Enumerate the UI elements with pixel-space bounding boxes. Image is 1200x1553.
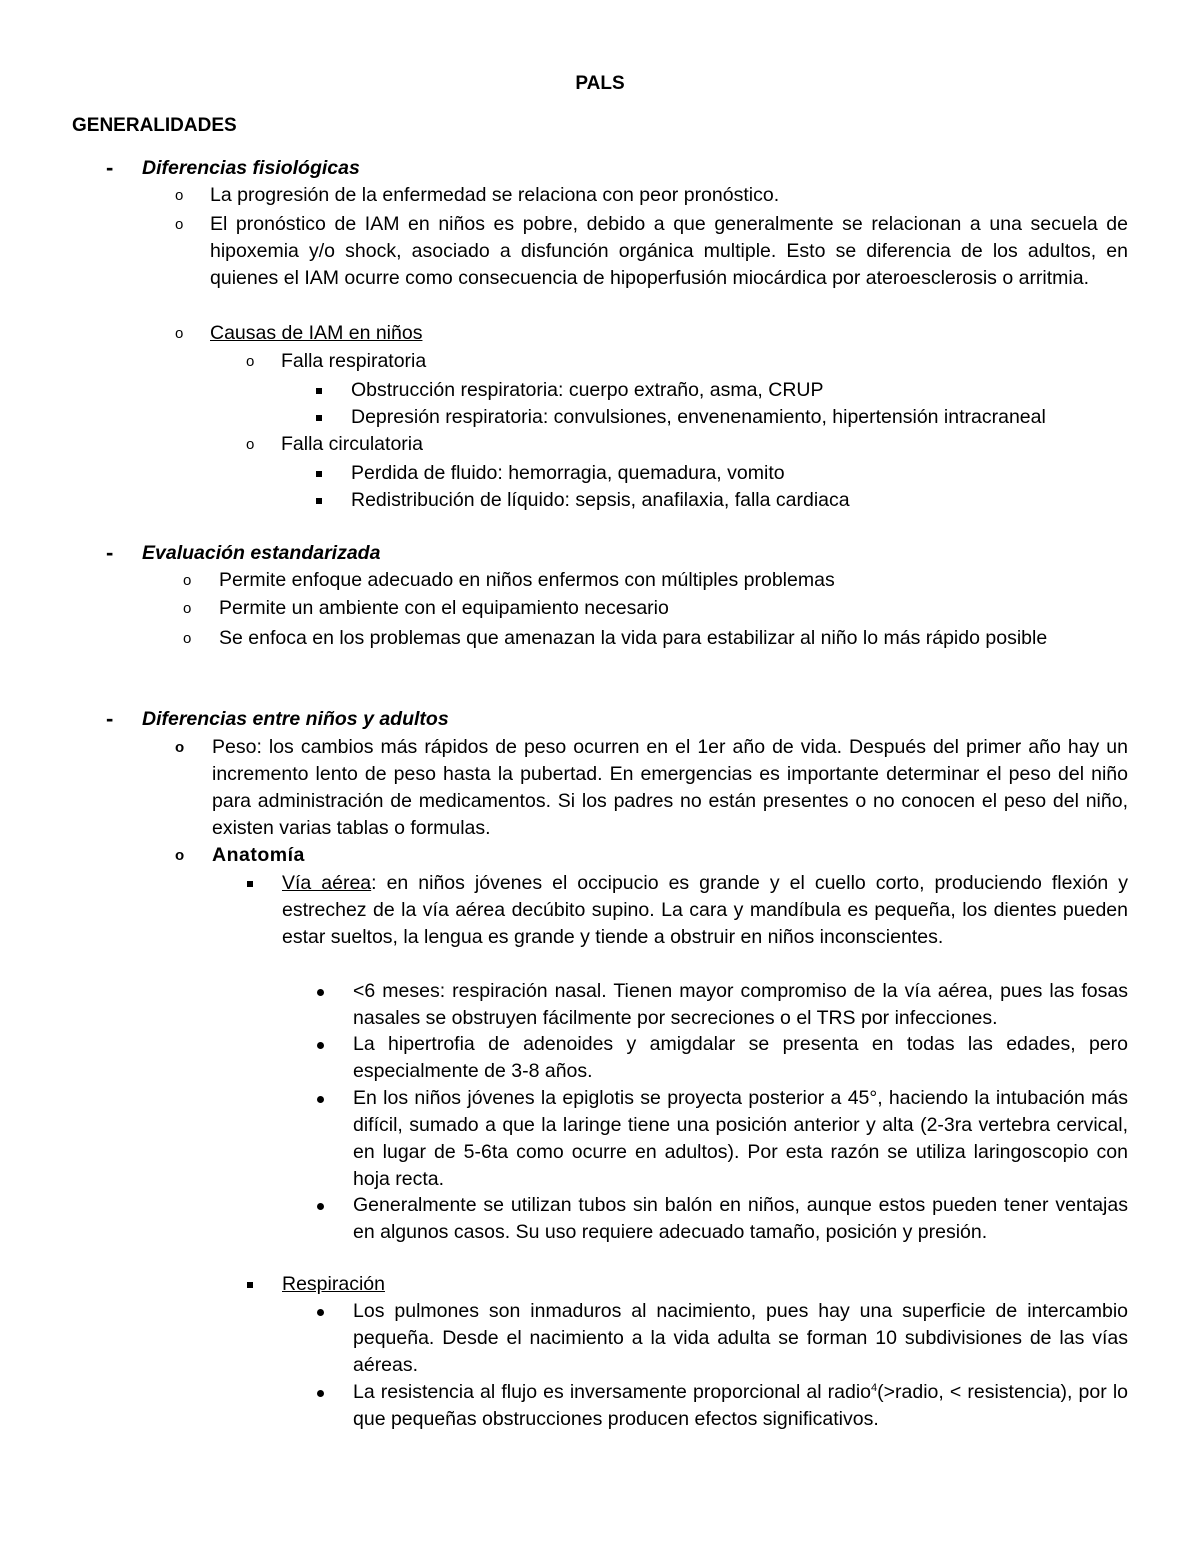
square-bullet [316, 415, 322, 421]
list-item [175, 182, 1128, 209]
list-item [246, 348, 1128, 375]
list-item [317, 1298, 1128, 1379]
square-bullet [316, 471, 322, 477]
item-text: Se enfoca en los problemas que amenazan la vida para estabilizar al niño lo más rápido posible [219, 627, 1048, 649]
list-item [247, 1271, 1128, 1298]
list-item [183, 567, 1128, 594]
item-text: La hipertrofia de adenoides y amigdalar se presenta en todas las edades, pero especialmente de 3-8 años. [353, 1033, 1128, 1082]
list-item [183, 624, 1128, 653]
square-bullet [316, 498, 322, 504]
o-bullet: o [246, 353, 255, 370]
list-item [316, 460, 1128, 487]
dash-bullet: - [106, 540, 114, 565]
list-item [183, 595, 1128, 622]
heading-row [106, 540, 1128, 567]
item-text: La progresión de la enfermedad se relaciona con peor pronóstico. [210, 184, 780, 206]
heading-row [106, 155, 1128, 182]
resistencia-text-2: (>radio, < resistencia), por lo que pequeñas obstrucciones producen efectos significativos. [353, 1381, 1128, 1430]
o-bullet: o [183, 600, 192, 617]
o-bullet: o [246, 436, 255, 453]
dash-bullet: - [106, 155, 114, 180]
square-bullet [247, 881, 253, 887]
round-bullet [317, 1042, 324, 1049]
item-text: Falla circulatoria [281, 433, 423, 455]
item-text: Obstrucción respiratoria: cuerpo extraño, asma, CRUP [351, 379, 824, 401]
item-text: Depresión respiratoria: convulsiones, envenenamiento, hipertensión intracraneal [351, 406, 1046, 428]
o-bullet: o [175, 216, 184, 233]
round-bullet [317, 1309, 324, 1316]
item-text-peso: Peso: los cambios más rápidos de peso ocurren en el 1er año de vida. Después del primer año hay un incremento lento de peso hasta la pubertad. En emergencias es importante determinar el peso del niño para administración de medicamentos. Si los padres no están presentes o no conocen el peso del niño, existen varias tablas o formulas. [212, 736, 1128, 839]
item-text-anatomia: Anatomía [212, 844, 305, 866]
item-text: <6 meses: respiración nasal. Tienen mayor compromiso de la vía aérea, pues las fosas nasales se obstruyen fácilmente por secreciones o el TRS por infecciones. [353, 980, 1128, 1029]
item-text: Redistribución de líquido: sepsis, anafilaxia, falla cardiaca [351, 489, 850, 511]
resistencia-text-1: La resistencia al flujo es inversamente proporcional al radio [353, 1381, 872, 1403]
o-bullet: o [175, 847, 185, 864]
o-bullet: o [175, 325, 184, 342]
item-text: Los pulmones son inmaduros al nacimiento, pues hay una superficie de intercambio pequeña. Desde el nacimiento a la vida adulta se forman 10 subdivisiones de las vías aéreas. [353, 1300, 1128, 1376]
item-text-causas: Causas de IAM en niños [210, 322, 423, 344]
o-bullet: o [175, 187, 184, 204]
heading-evaluacion: Evaluación estandarizada [142, 542, 381, 564]
round-bullet [317, 1390, 324, 1397]
heading-diferencias-ninos-adultos: Diferencias entre niños y adultos [142, 708, 449, 730]
item-text: Falla respiratoria [281, 350, 427, 372]
list-item [317, 978, 1128, 1032]
list-item [175, 211, 1128, 292]
page-title: PALS [575, 73, 625, 94]
list-item [175, 734, 1128, 842]
list-item [317, 1379, 1128, 1433]
round-bullet [317, 1203, 324, 1210]
list-item [316, 377, 1128, 404]
list-item [175, 842, 1128, 869]
list-item [247, 870, 1128, 951]
item-text: Permite enfoque adecuado en niños enfermos con múltiples problemas [219, 569, 835, 591]
list-item [317, 1085, 1128, 1193]
o-bullet: o [183, 572, 192, 589]
round-bullet [317, 989, 324, 996]
item-text: En los niños jóvenes la epiglotis se proyecta posterior a 45°, haciendo la intubación más difícil, sumado a que la laringe tiene una posición anterior y alta (2-3ra vertebra cervical, en lugar de 5-6ta como ocurre en adultos). Por esta razón se utiliza laringoscopio con hoja recta. [353, 1087, 1128, 1190]
square-bullet [247, 1282, 253, 1288]
square-bullet [316, 388, 322, 394]
o-bullet: o [183, 630, 192, 647]
heading-row [106, 706, 1128, 733]
section-header: GENERALIDADES [72, 115, 237, 136]
list-item [316, 487, 1128, 514]
heading-diferencias-fisiologicas: Diferencias fisiológicas [142, 157, 360, 179]
list-item [316, 404, 1128, 431]
item-text: Generalmente se utilizan tubos sin balón en niños, aunque estos pueden tener ventajas en algunos casos. Su uso requiere adecuado tamaño, posición y presión. [353, 1194, 1128, 1243]
list-item [317, 1192, 1128, 1246]
list-item [175, 320, 1128, 347]
dash-bullet: - [106, 706, 114, 731]
list-item [317, 1031, 1128, 1085]
item-text: El pronóstico de IAM en niños es pobre, debido a que generalmente se relacionan a una secuela de hipoxemia y/o shock, asociado a disfunción orgánica multiple. Esto se diferencia de los adultos, en quienes el IAM ocurre como consecuencia de hipoperfusión miocárdica por ateroesclerosis o arritmia. [210, 213, 1128, 289]
superscript-exponent: 4 [871, 1382, 878, 1394]
item-text: Permite un ambiente con el equipamiento necesario [219, 597, 669, 619]
list-item [246, 431, 1128, 458]
round-bullet [317, 1096, 324, 1103]
respiracion-label: Respiración [282, 1273, 385, 1295]
via-aerea-label: Vía aérea [282, 872, 372, 894]
item-text: Perdida de fluido: hemorragia, quemadura, vomito [351, 462, 785, 484]
via-aerea-text: : en niños jóvenes el occipucio es grande y el cuello corto, produciendo flexión y estrechez de la vía aérea decúbito supino. La cara y mandíbula es pequeña, los dientes pueden estar sueltos, la lengua es grande y tiende a obstruir en niños inconscientes. [282, 872, 1129, 948]
o-bullet: o [175, 739, 185, 756]
